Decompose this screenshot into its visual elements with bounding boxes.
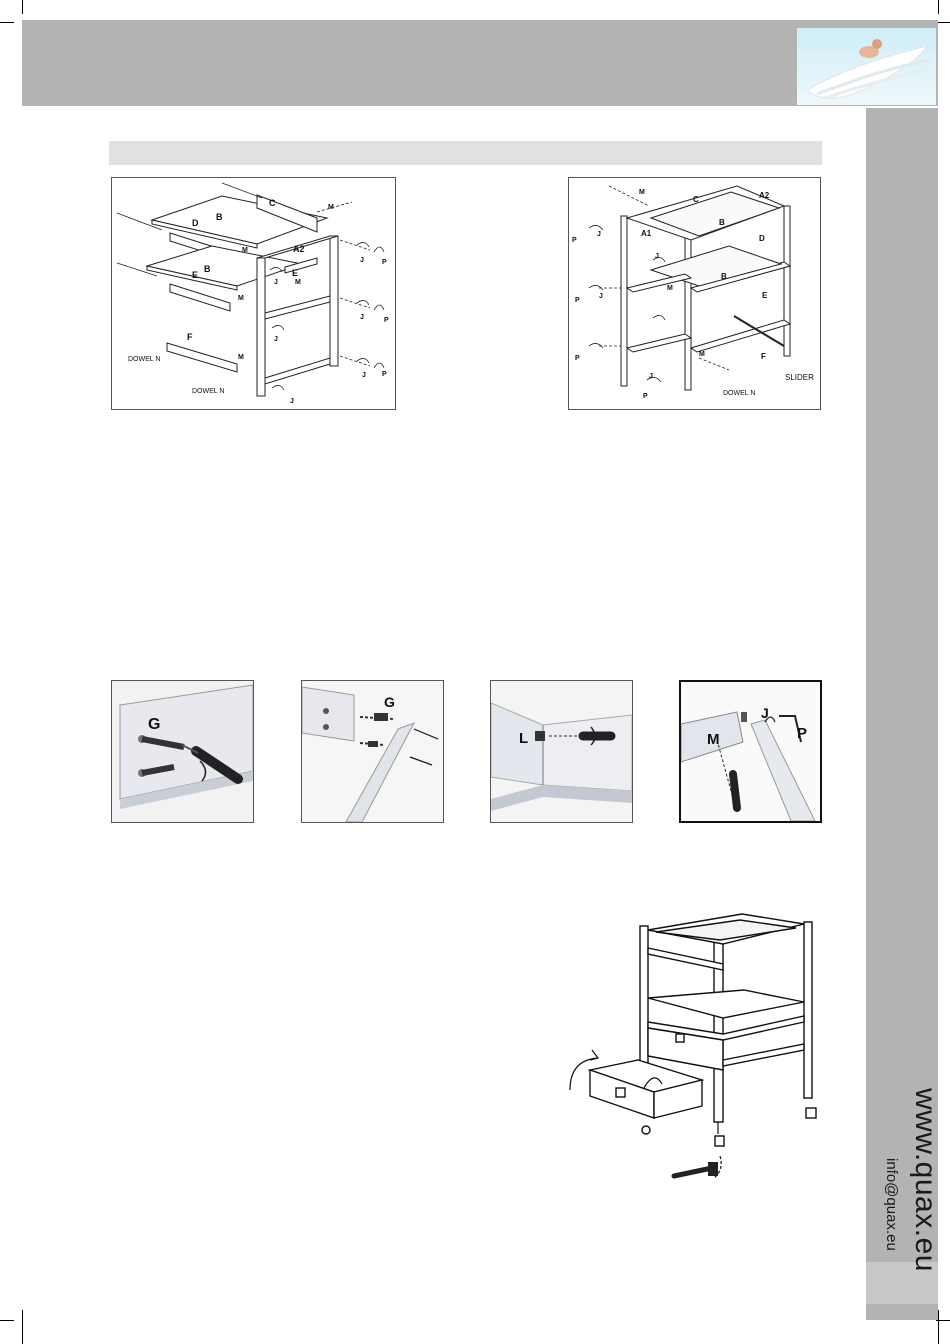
svg-text:M: M xyxy=(295,279,301,286)
svg-text:A2: A2 xyxy=(759,191,770,200)
svg-text:B: B xyxy=(216,212,223,222)
slider-label: SLIDER xyxy=(785,373,814,382)
svg-text:A1: A1 xyxy=(641,229,652,238)
svg-text:J: J xyxy=(274,279,278,286)
svg-text:C: C xyxy=(269,198,276,208)
exploded-assembly-diagram xyxy=(111,177,396,410)
dowel-label: DOWEL N xyxy=(192,388,225,395)
part-label: G xyxy=(384,694,395,710)
svg-text:E: E xyxy=(762,291,768,300)
part-label: J xyxy=(761,705,769,721)
svg-text:J: J xyxy=(290,398,294,405)
svg-text:M: M xyxy=(238,295,244,302)
crop-mark xyxy=(0,22,14,23)
part-label: P xyxy=(797,725,808,742)
svg-text:M: M xyxy=(238,354,244,361)
svg-text:B: B xyxy=(719,218,725,227)
email-address: info@quax.eu xyxy=(883,1158,900,1251)
crop-mark xyxy=(22,1310,23,1344)
section-header-bar xyxy=(109,141,822,165)
svg-text:M: M xyxy=(639,189,645,196)
crop-mark xyxy=(936,1320,950,1321)
website-url: www.quax.eu xyxy=(909,1088,942,1272)
svg-text:F: F xyxy=(187,332,193,342)
svg-text:J: J xyxy=(360,257,364,264)
brand-logo-image xyxy=(797,28,936,105)
svg-text:M: M xyxy=(242,247,248,254)
detail-step-2 xyxy=(301,680,444,823)
dowel-label: DOWEL N xyxy=(128,356,161,363)
svg-text:J: J xyxy=(655,253,659,260)
svg-text:P: P xyxy=(382,371,387,378)
svg-text:B: B xyxy=(204,264,211,274)
svg-text:J: J xyxy=(360,314,364,321)
svg-text:P: P xyxy=(572,237,577,244)
svg-text:E: E xyxy=(292,268,299,278)
svg-text:J: J xyxy=(274,336,278,343)
svg-text:D: D xyxy=(192,218,199,228)
svg-text:J: J xyxy=(649,373,653,380)
svg-text:B: B xyxy=(721,272,727,281)
svg-text:J: J xyxy=(362,372,366,379)
svg-text:P: P xyxy=(643,393,648,400)
svg-text:P: P xyxy=(382,259,387,266)
dowel-label: DOWEL N xyxy=(723,390,756,397)
crop-mark xyxy=(938,0,939,14)
svg-text:E: E xyxy=(192,270,199,280)
part-label: G xyxy=(148,716,161,733)
svg-text:J: J xyxy=(597,231,601,238)
crop-mark xyxy=(0,1320,14,1321)
crop-mark xyxy=(22,0,23,14)
svg-text:C: C xyxy=(693,195,699,204)
svg-text:P: P xyxy=(575,355,580,362)
detail-step-4 xyxy=(679,680,822,823)
svg-text:J: J xyxy=(599,293,603,300)
crop-mark xyxy=(936,22,950,23)
svg-text:A2: A2 xyxy=(293,244,305,254)
detail-step-3 xyxy=(490,680,633,823)
svg-text:F: F xyxy=(761,352,766,361)
svg-text:D: D xyxy=(759,234,765,243)
svg-text:M: M xyxy=(699,351,705,358)
part-label: M xyxy=(707,731,720,748)
assembled-frame-diagram xyxy=(568,177,821,410)
svg-text:P: P xyxy=(384,317,389,324)
svg-text:P: P xyxy=(575,297,580,304)
part-label: L xyxy=(519,730,529,747)
detail-step-1 xyxy=(111,680,254,823)
crop-mark xyxy=(938,1310,939,1344)
finished-cabinet-drawer-diagram xyxy=(552,910,832,1186)
svg-text:M: M xyxy=(667,285,673,292)
svg-text:M: M xyxy=(328,204,334,211)
